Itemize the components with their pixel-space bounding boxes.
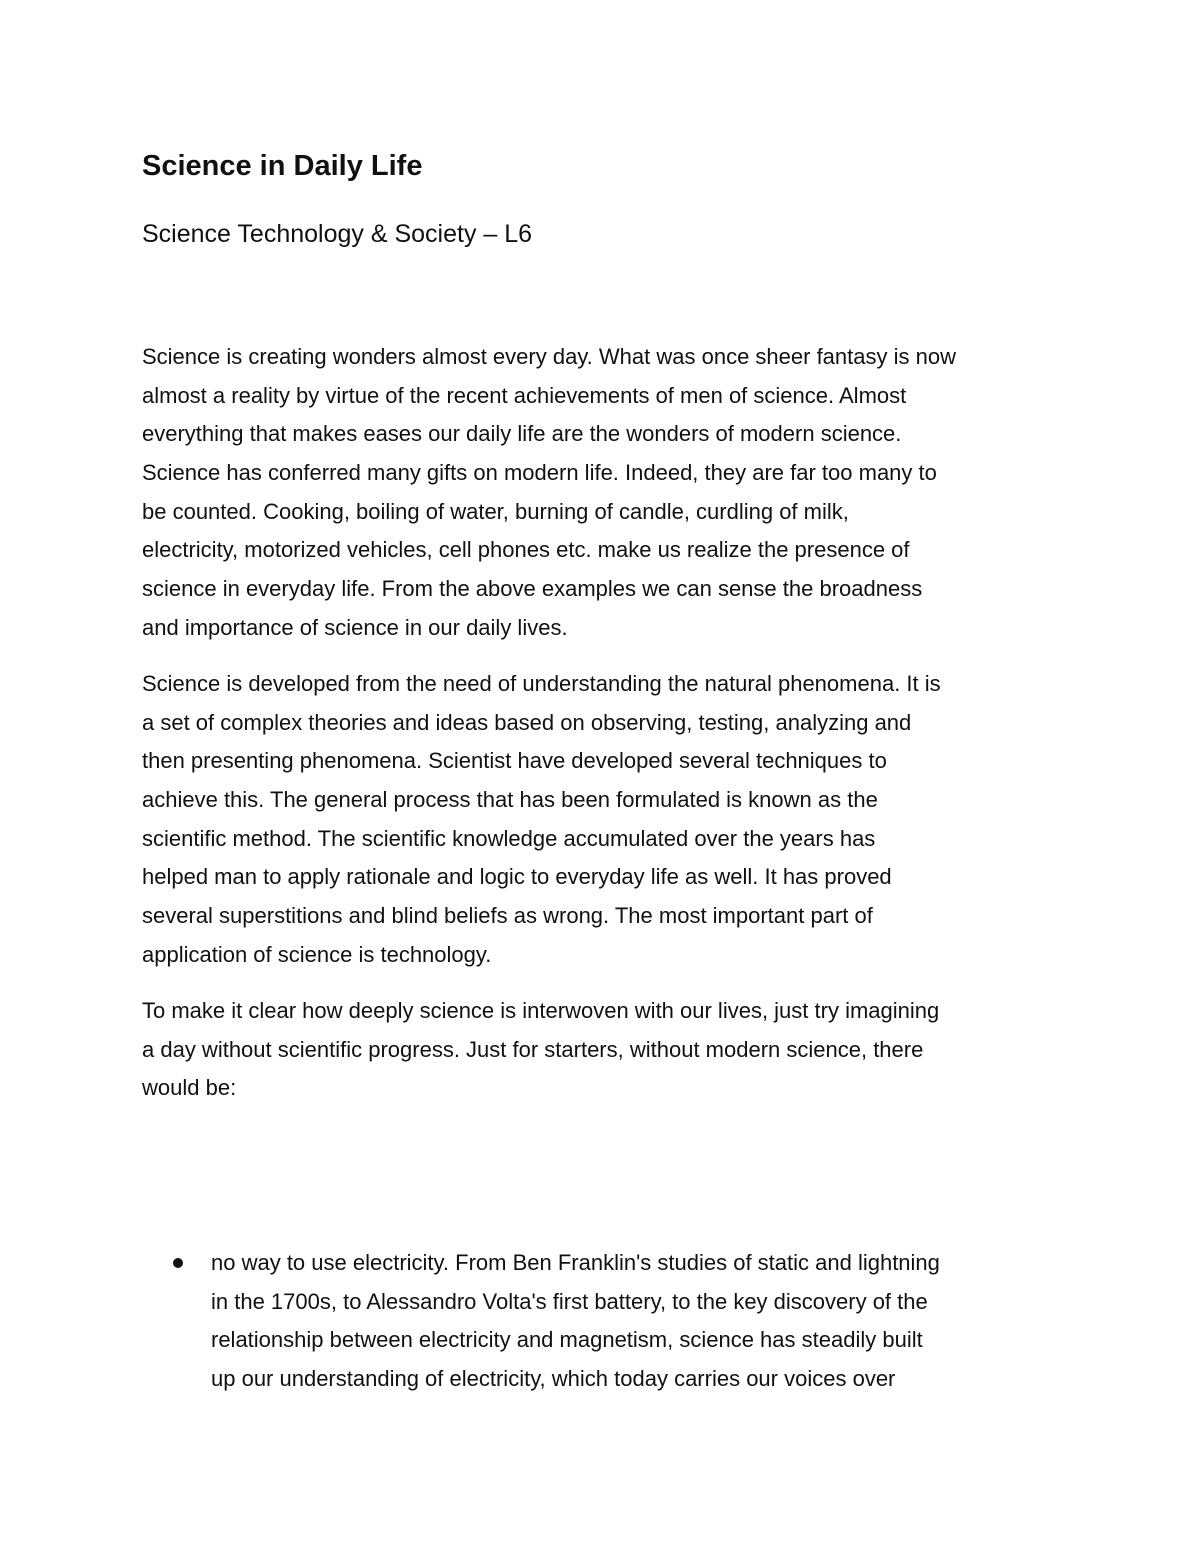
paragraph-line: Science has conferred many gifts on modern life. Indeed, they are far too many to — [142, 460, 937, 486]
list-item-line: up our understanding of electricity, which today carries our voices over — [211, 1366, 896, 1392]
paragraph-2 — [142, 665, 1072, 975]
list-item-line: relationship between electricity and magnetism, science has steadily built — [211, 1327, 923, 1353]
paragraph-line: Science is developed from the need of understanding the natural phenomena. It is — [142, 671, 941, 696]
paragraph-line: science in everyday life. From the above examples we can sense the broadness — [142, 576, 923, 602]
paragraph-line: helped man to apply rationale and logic to everyday life as well. It has proved — [142, 864, 892, 890]
paragraph-line: scientific method. The scientific knowledge accumulated over the years has — [142, 825, 876, 851]
paragraph-line: a set of complex theories and ideas based on observing, testing, analyzing and — [142, 709, 912, 735]
bullet-dot-icon — [173, 1258, 183, 1268]
paragraph-1 — [142, 338, 1072, 648]
paragraph-line: everything that makes eases our daily life are the wonders of modern science. — [142, 421, 902, 447]
paragraph-line: almost a reality by virtue of the recent achievements of men of science. Almost — [142, 382, 907, 408]
paragraph-line: achieve this. The general process that has been formulated is known as the — [142, 787, 878, 813]
list-item-line: in the 1700s, to Alessandro Volta's first battery, to the key discovery of the — [211, 1288, 928, 1314]
document-title: Science in Daily Life — [142, 150, 423, 182]
bullet-list — [142, 1244, 1072, 1399]
list-item-line: no way to use electricity. From Ben Franklin's studies of static and lightning — [211, 1250, 940, 1275]
paragraph-line: would be: — [142, 1075, 237, 1101]
paragraph-line: application of science is technology. — [142, 941, 492, 967]
paragraph-line: then presenting phenomena. Scientist have developed several techniques to — [142, 748, 887, 774]
paragraph-line: To make it clear how deeply science is interwoven with our lives, just try imagining — [142, 998, 940, 1023]
paragraph-line: be counted. Cooking, boiling of water, burning of candle, curdling of milk, — [142, 498, 849, 524]
paragraph-line: and importance of science in our daily lives. — [142, 614, 568, 640]
document-subtitle: Science Technology & Society – L6 — [142, 220, 533, 248]
paragraph-line: Science is creating wonders almost every day. What was once sheer fantasy is now — [142, 344, 956, 369]
paragraph-line: electricity, motorized vehicles, cell phones etc. make us realize the presence of — [142, 537, 910, 563]
paragraph-3 — [142, 992, 1072, 1108]
paragraph-line: a day without scientific progress. Just for starters, without modern science, there — [142, 1036, 924, 1062]
list-item — [142, 1244, 1072, 1399]
paragraph-line: several superstitions and blind beliefs as wrong. The most important part of — [142, 903, 873, 929]
